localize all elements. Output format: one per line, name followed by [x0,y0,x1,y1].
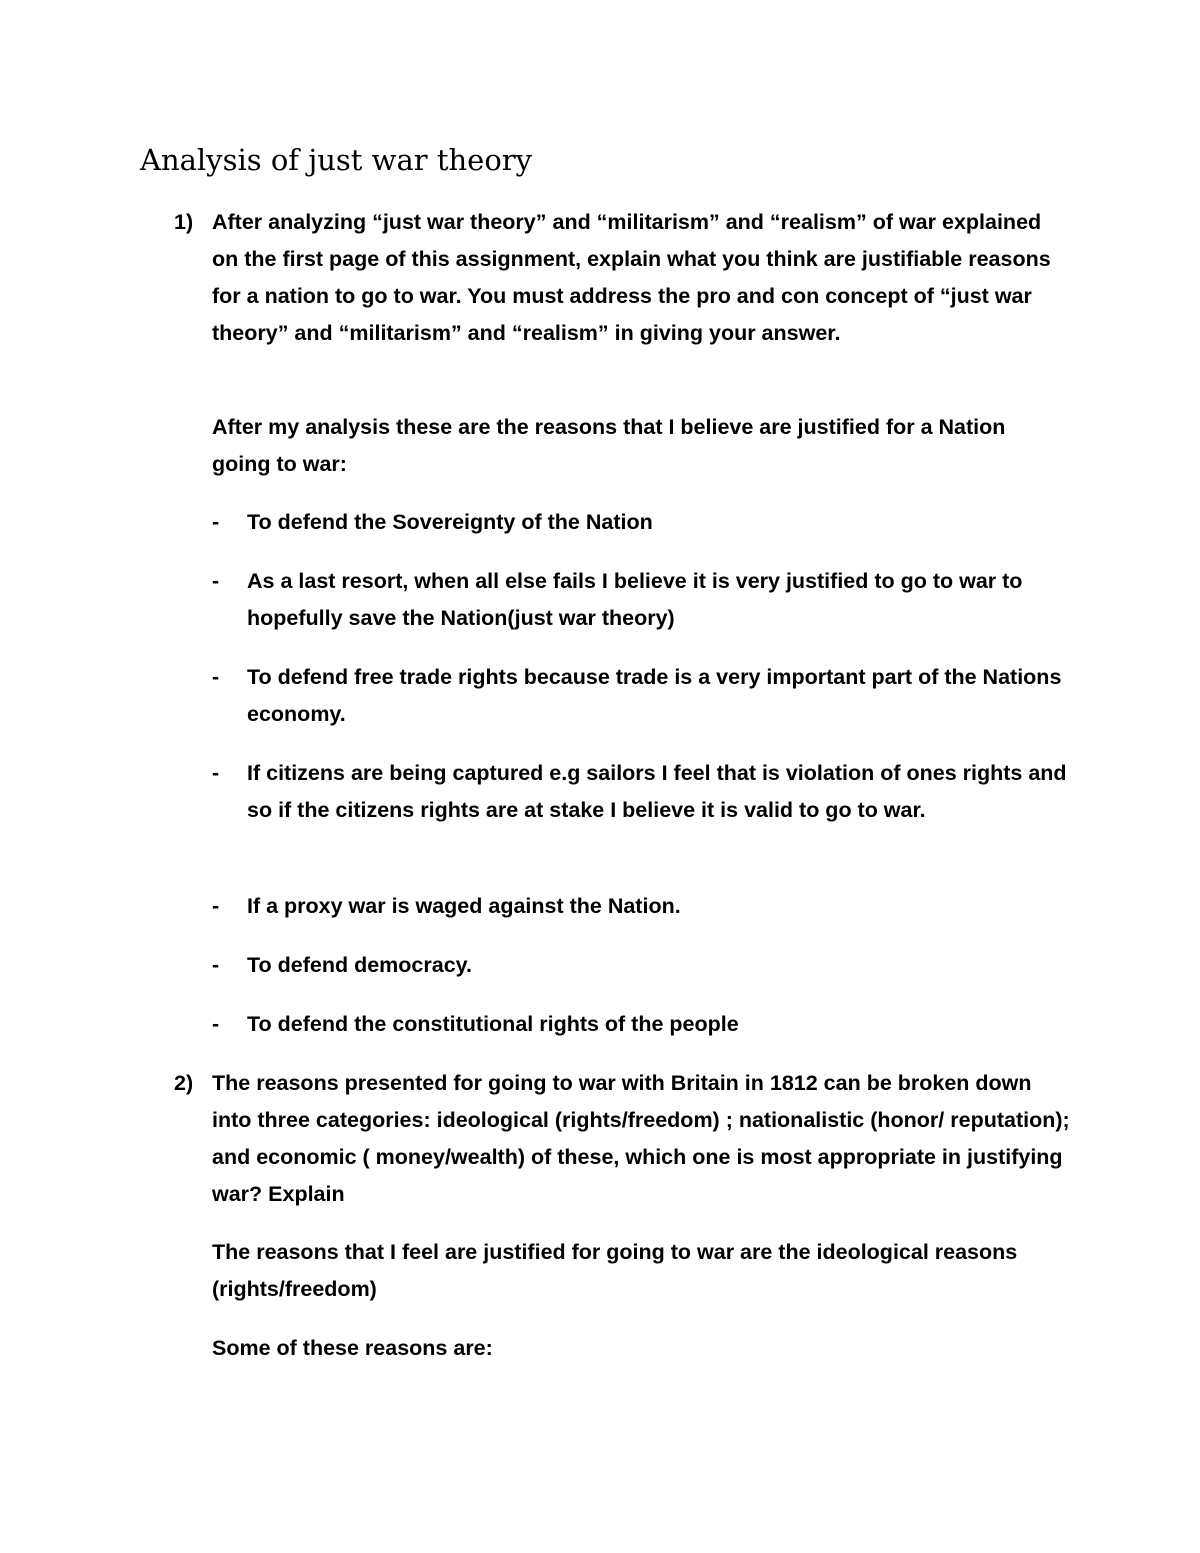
question-2-number: 2) [174,1071,194,1095]
list-item-text: To defend the Sovereignty of the Nation [247,510,653,534]
question-1-text: After analyzing “just war theory” and “militarism” and “realism” of war explained on the first page of this assignment, explain what you think are justifiable reasons for a nation to go to war. You must address the pro and con concept of “just war theory” and “militarism” and “realism” in giving your answer. [212,210,1051,345]
list-item-text: To defend democracy. [247,953,473,977]
bullet-marker: - [212,1012,220,1036]
question-1-number: 1) [174,210,194,234]
bullet-marker: - [212,569,220,593]
bullet-marker: - [212,510,220,534]
question-1-answer-intro: After my analysis these are the reasons that I believe are justified for a Nation going to war: [212,415,1006,476]
list-item-text: To defend the constitutional rights of the people [247,1012,739,1036]
bullet-marker: - [212,894,220,918]
document-title: Analysis of just war theory [140,143,533,177]
question-2-answer: The reasons that I feel are justified for going to war are the ideological reasons (rights/freedom) [212,1240,1018,1301]
list-item-text: If citizens are being captured e.g sailors I feel that is violation of ones rights and so if the citizens rights are at stake I believe it is valid to go to war. [247,761,1067,822]
list-item-text: If a proxy war is waged against the Nation. [247,894,681,918]
list-item-text: As a last resort, when all else fails I believe it is very justified to go to war to hopefully save the Nation(just war theory) [247,569,1023,630]
list-item-text: To defend free trade rights because trade is a very important part of the Nations economy. [247,665,1062,726]
bullet-marker: - [212,665,220,689]
question-2-followup: Some of these reasons are: [212,1336,493,1360]
question-2-text: The reasons presented for going to war with Britain in 1812 can be broken down into three categories: ideological (rights/freedom) ; nationalistic (honor/ reputation); and economic ( money/wealth) of these, which one is most appropriate in justifying war? Explain [212,1071,1070,1206]
bullet-marker: - [212,761,220,785]
bullet-marker: - [212,953,220,977]
